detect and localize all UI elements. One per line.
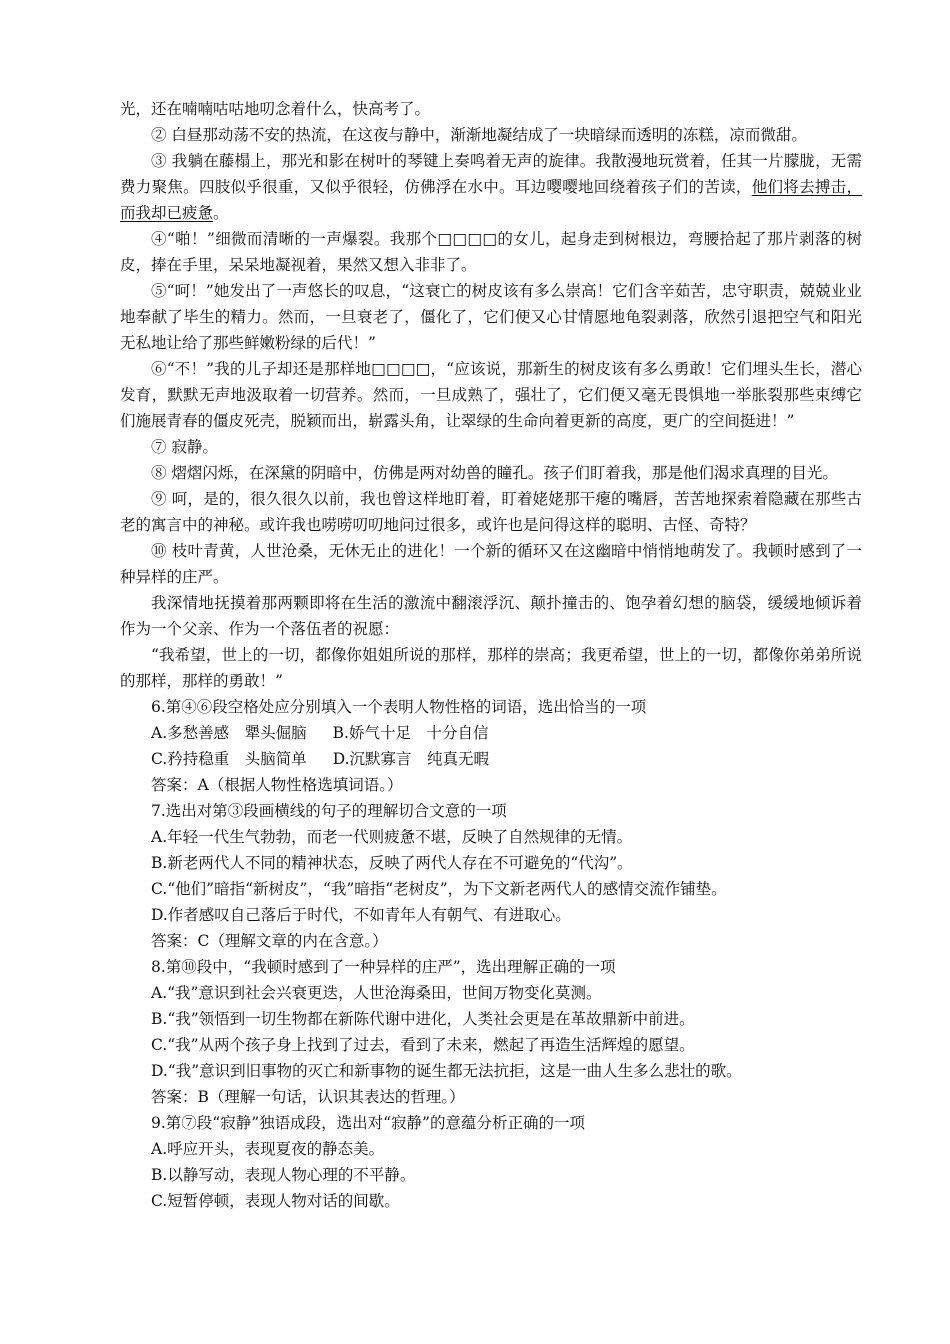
option-b: B.娇气十足 十分自信 [332, 724, 489, 742]
passage-paragraph-3-text: ③ 我躺在藤榻上，那光和影在树叶的琴键上奏鸣着无声的旋律。我散漫地玩赏着，任其一片朦胧，无需费力聚焦。四肢似乎很重，又似乎很轻，仿佛浮在水中。耳边嘤嘤地回绕着孩子们的苦读， [120, 152, 862, 196]
passage-paragraph-3 [120, 148, 862, 226]
option-c: C.矜持稳重 头脑简单 [151, 750, 307, 768]
question-stem: 6.第④⑥段空格处应分别填入一个表明人物性格的词语，选出恰当的一项 [151, 698, 647, 716]
question-7 [120, 798, 862, 954]
question-stem: 9.第⑦段“寂静”独语成段，选出对“寂静”的意蕴分析正确的一项 [151, 1114, 585, 1132]
option-a: A.“我”意识到社会兴衰更迭，人世沧海桑田，世间万物变化莫测。 [151, 984, 602, 1002]
passage-paragraph-9: ⑨ 呵，是的，很久很久以前，我也曾这样地盯着，盯着姥姥那干瘪的嘴唇，苦苦地探索着隐藏在那些古老的寓言中的神秘。或许我也唠唠叨叨地问过很多，或许也是问得这样的聪明、古怪、奇特？ [120, 490, 862, 534]
option-b: B.“我”领悟到一切生物都在新陈代谢中进化，人类社会更是在革故鼎新中前进。 [151, 1010, 695, 1028]
passage-paragraph-6: ⑥“不！”我的儿子却还是那样地□□□□，“应该说，那新生的树皮该有多么勇敢！它们埋头生长，潜心发育，默默无声地汲取着一切营养。然而，一旦成熟了，强壮了，它们便又毫无畏惧地一举胀裂那些束缚它们施展青春的僵皮死壳，脱颖而出，崭露头角，让翠绿的生命向着更新的高度，更广的空间挺进！” [120, 360, 862, 430]
option-c: C.短暂停顿，表现人物对话的间歇。 [151, 1192, 400, 1210]
option-a: A.多愁善感 犟头倔脑 [151, 724, 307, 742]
passage-paragraph-3-end: 。 [213, 204, 229, 222]
option-c: C.“我”从两个孩子身上找到了过去，看到了未来，燃起了再造生活辉煌的愿望。 [151, 1036, 695, 1054]
option-d: D.“我”意识到旧事物的灭亡和新事物的诞生都无法抗拒，这是一曲人生多么悲壮的歌。 [151, 1062, 742, 1080]
passage-paragraph-0: 光，还在喃喃咕咕地叨念着什么，快高考了。 [120, 100, 431, 118]
question-stem: 8.第⑩段中，“我顿时感到了一种异样的庄严”，选出理解正确的一项 [151, 958, 616, 976]
option-row [120, 746, 862, 772]
option-row [120, 720, 862, 746]
document-page [120, 96, 862, 1214]
answer: 答案：B（理解一句话，认识其表达的哲理。） [151, 1088, 465, 1106]
option-d: D.作者感叹自己落后于时代，不如青年人有朝气、有进取心。 [151, 906, 571, 924]
question-6 [120, 694, 862, 798]
underlined-sentence: 他们将去搏击，而我却已疲惫 [120, 178, 862, 222]
passage-paragraph-5: ⑤“呵！”她发出了一声悠长的叹息，“这衰亡的树皮该有多么崇高！它们含辛茹苦，忠守职责，兢兢业业地奉献了毕生的精力。然而，一旦衰老了，僵化了，它们便又心甘情愿地龟裂剥落，欣然引退把空气和阳光无私地让给了那些鲜嫩粉绿的后代！” [120, 282, 862, 352]
question-8 [120, 954, 862, 1110]
option-c: C.“他们”暗指“新树皮”，“我”暗指“老树皮”，为下文新老两代人的感情交流作铺垫。 [151, 880, 727, 898]
option-a: A.呼应开头，表现夏夜的静态美。 [151, 1140, 385, 1158]
passage-paragraph-12: “我希望，世上的一切，都像你姐姐所说的那样，那样的崇高；我更希望，世上的一切，都像你弟弟所说的那样，那样的勇敢！” [120, 646, 862, 690]
passage-paragraph-4: ④“啪！”细微而清晰的一声爆裂。我那个□□□□的女儿，起身走到树根边，弯腰拾起了那片剥落的树皮，捧在手里，呆呆地凝视着，果然又想入非非了。 [120, 230, 862, 274]
question-stem: 7.选出对第③段画横线的句子的理解切合文意的一项 [151, 802, 507, 820]
option-a: A.年轻一代生气勃勃，而老一代则疲惫不堪，反映了自然规律的无情。 [151, 828, 633, 846]
option-b: B.以静写动，表现人物心理的不平静。 [151, 1166, 416, 1184]
answer: 答案：A（根据人物性格选填词语。） [151, 776, 403, 794]
passage-paragraph-2: ② 白昼那动荡不安的热流，在这夜与静中，渐渐地凝结成了一块暗绿而透明的冻糕，凉而微甜。 [151, 126, 807, 144]
passage-paragraph-8: ⑧ 熠熠闪烁，在深黛的阴暗中，仿佛是两对幼兽的瞳孔。孩子们盯着我，那是他们渴求真理的目光。 [151, 464, 838, 482]
passage-paragraph-10: ⑩ 枝叶青黄，人世沧桑，无休无止的进化！一个新的循环又在这幽暗中悄悄地萌发了。我顿时感到了一种异样的庄严。 [120, 542, 862, 586]
question-9 [120, 1110, 862, 1214]
option-b: B.新老两代人不同的精神状态，反映了两代人存在不可避免的“代沟”。 [151, 854, 633, 872]
passage-paragraph-11: 我深情地抚摸着那两颗即将在生活的激流中翻滚浮沉、颠扑撞击的、饱孕着幻想的脑袋，缓缓地倾诉着作为一个父亲、作为一个落伍者的祝愿： [120, 594, 862, 638]
passage-paragraph-7: ⑦ 寂静。 [151, 438, 218, 456]
answer: 答案：C（理解文章的内在含意。） [151, 932, 388, 950]
option-d: D.沉默寡言 纯真无暇 [332, 750, 490, 768]
